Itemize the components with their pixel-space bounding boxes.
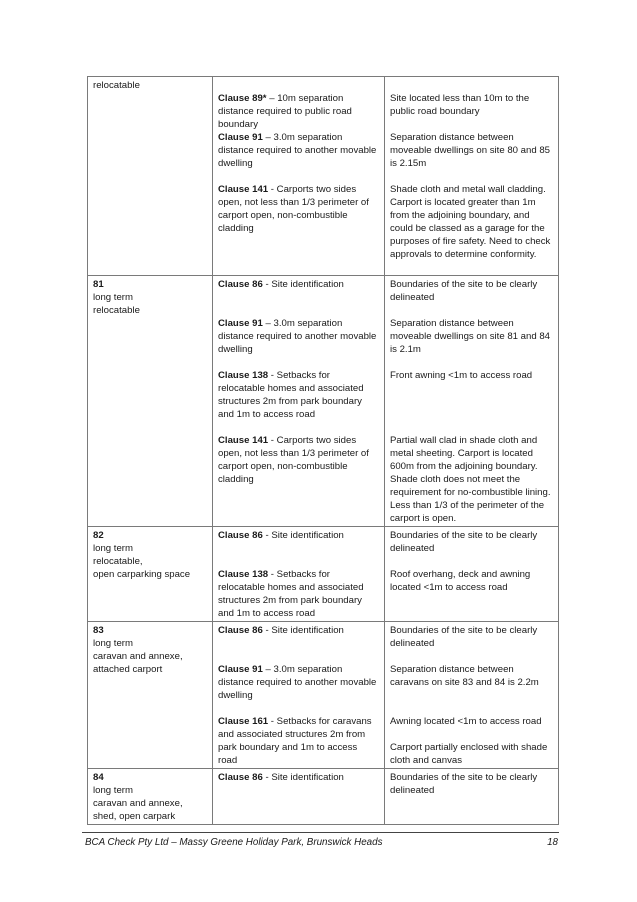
table-row [88,527,559,622]
finding-cell: Boundaries of the site to be clearly delineated [385,769,559,825]
site-cell: 82 long term relocatable, open carparking space [88,527,213,622]
site-cell: 84 long term caravan and annexe, shed, open carpark [88,769,213,825]
clause-cell: Clause 86 - Site identification [213,769,385,825]
page-footer [85,837,558,848]
clause-cell: Clause 86 - Site identification Clause 91 – 3.0m separation distance required to another movable dwelling Clause 138 - Setbacks for relocatable homes and associated structures 2m from park boundary and 1m to access road Clause 141 - Carports two sides open, not less than 1/3 perimeter of carport open, non-combustible cladding [213,276,385,527]
finding-cell: Boundaries of the site to be clearly delineated Roof overhang, deck and awning located <1m to access road [385,527,559,622]
clause-cell: Clause 86 - Site identification Clause 91 – 3.0m separation distance required to another movable dwelling Clause 161 - Setbacks for caravans and associated structures 2m from park boundary and 1m to access road [213,622,385,769]
table-row [88,769,559,825]
clause-cell: Clause 89* – 10m separation distance required to public road boundary Clause 91 – 3.0m separation distance required to another movable dwelling Clause 141 - Carports two sides open, not less than 1/3 perimeter of carport open, non-combustible cladding [213,77,385,276]
clause-cell: Clause 86 - Site identification Clause 138 - Setbacks for relocatable homes and associated structures 2m from park boundary and 1m to access road [213,527,385,622]
table-row [88,77,559,276]
site-cell: 81 long term relocatable [88,276,213,527]
finding-cell: Site located less than 10m to the public road boundary Separation distance between moveable dwellings on site 80 and 85 is 2.15m Shade cloth and metal wall cladding. Carport is located greater than 1m from the adjoining boundary, and could be classed as a garage for the purposes of fire safety. Need to check approvals to determine conformity. [385,77,559,276]
finding-cell: Boundaries of the site to be clearly delineated Separation distance between moveable dwellings on site 81 and 84 is 2.1m Front awning <1m to access road Partial wall clad in shade cloth and metal sheeting. Carport is located 600m from the adjoining boundary. Shade cloth does not meet the requirement for no-combustible lining. Less than 1/3 of the perimeter of the carport is open. [385,276,559,527]
table-row [88,276,559,527]
table-row [88,622,559,769]
page-number: 18 [547,837,558,848]
footer-divider [82,832,559,833]
compliance-table [87,76,559,825]
finding-cell: Boundaries of the site to be clearly delineated Separation distance between caravans on site 83 and 84 is 2.2m Awning located <1m to access road Carport partially enclosed with shade cloth and canvas [385,622,559,769]
footer-text: BCA Check Pty Ltd – Massy Greene Holiday Park, Brunswick Heads [85,837,383,848]
site-cell: 83 long term caravan and annexe, attached carport [88,622,213,769]
site-cell: relocatable [88,77,213,276]
